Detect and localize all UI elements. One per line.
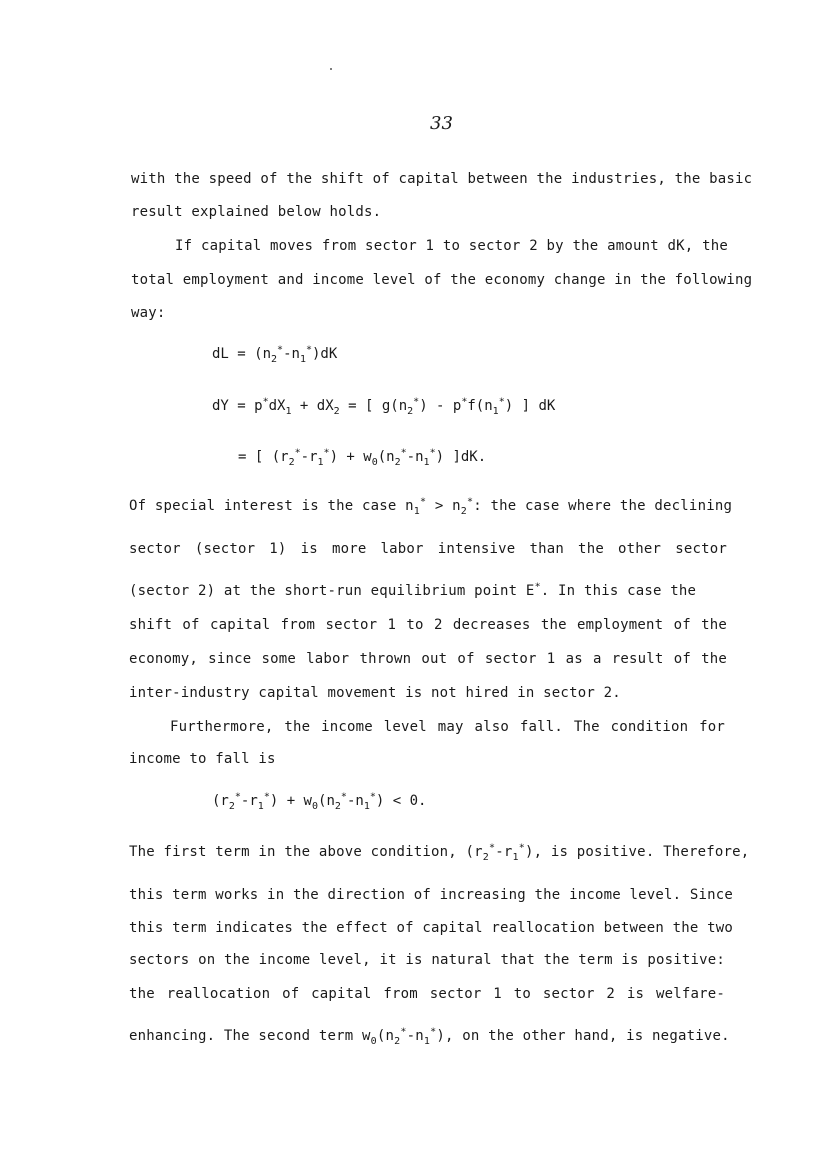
text-line: inter-industry capital movement is not hired in sector 2. xyxy=(129,685,621,701)
text-line: If capital moves from sector 1 to sector 2 by the amount dK, the xyxy=(175,238,728,254)
text-line: the reallocation of capital from sector 1 to sector 2 is welfare- xyxy=(129,986,725,1002)
text-line: sector (sector 1) is more labor intensive than the other sector xyxy=(129,541,727,557)
text-line: Of special interest is the case $n_1^* > n_2^*$: the case where the declining xyxy=(129,496,733,517)
text-line: sectors on the income level, it is natural that the term is positive: xyxy=(129,952,725,968)
page-number: 33 xyxy=(430,113,453,134)
text-line: Furthermore, the income level may also fall. The condition for xyxy=(170,719,725,735)
text-line: enhancing. The second term $w_0(n_2^*-n_1^*)$, on the other hand, is negative. xyxy=(129,1026,730,1047)
text-line: result explained below holds. xyxy=(131,204,382,220)
text-line: income to fall is xyxy=(129,751,276,767)
equation-dY-expanded: = [ $(r_2^*-r_1^*) + w_0(n_2^*-n_1^*)$ ]dK. xyxy=(238,447,487,468)
equation-dY: dY = $p^*dX_1 + dX_2$ = [ $g(n_2^*) - p^*f(n_1^*)$ ] dK xyxy=(212,396,556,417)
equation-dL: dL = $(n_2^*-n_1^*)dK$ xyxy=(212,344,338,365)
scan-speck xyxy=(330,68,332,70)
text-line: (sector 2) at the short-run equilibrium point E*. In this case the xyxy=(129,581,697,599)
text-line: way: xyxy=(131,305,166,321)
text-line: shift of capital from sector 1 to 2 decreases the employment of the xyxy=(129,617,727,633)
text-line: The first term in the above condition, $(r_2^*-r_1^*)$, is positive. Therefore, xyxy=(129,842,750,863)
text-line: this term works in the direction of increasing the income level. Since xyxy=(129,887,734,903)
text-line: total employment and income level of the economy change in the following xyxy=(131,272,753,288)
equation-condition: $(r_2^*-r_1^*) + w_0(n_2^*-n_1^*) < 0$. xyxy=(212,791,427,812)
text-line: this term indicates the effect of capital reallocation between the two xyxy=(129,920,734,936)
text-line: economy, since some labor thrown out of sector 1 as a result of the xyxy=(129,651,727,667)
text-line: with the speed of the shift of capital between the industries, the basic xyxy=(131,171,753,187)
